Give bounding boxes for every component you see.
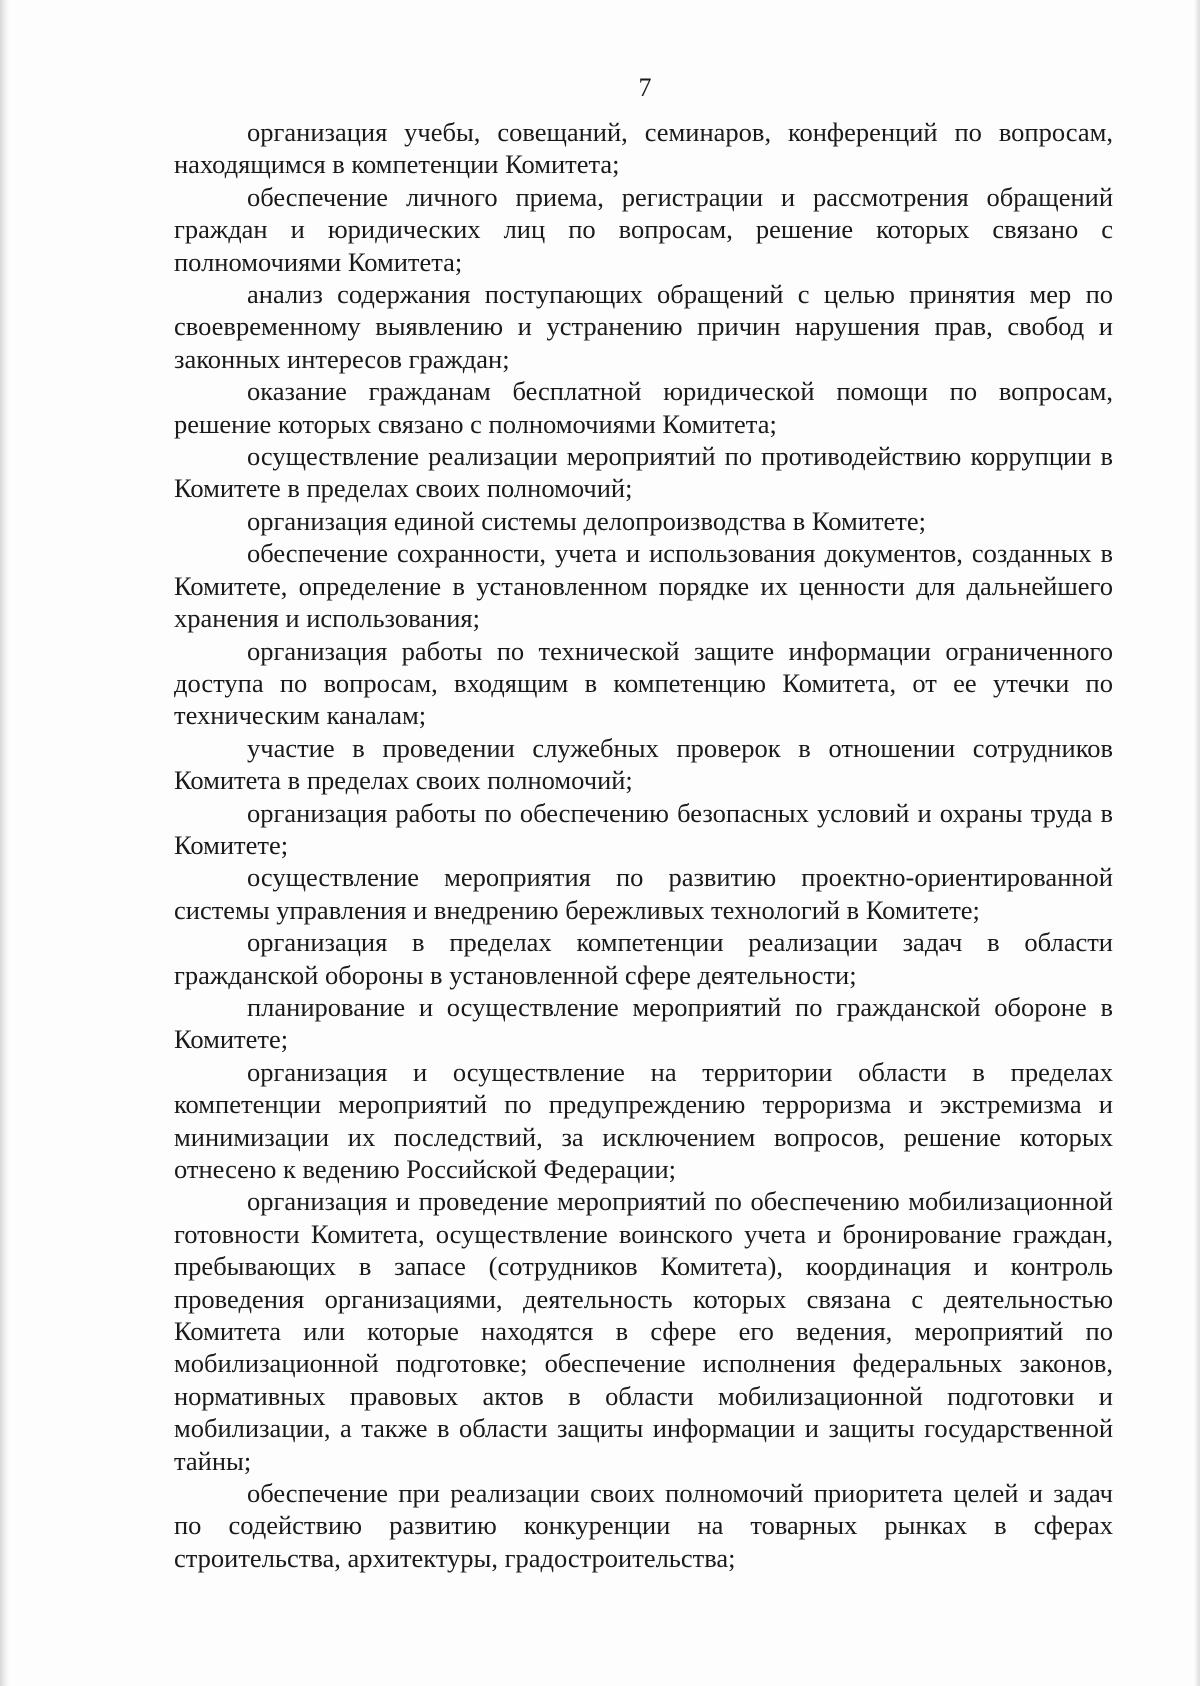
paragraph: организация единой системы делопроизводства в Комитете; xyxy=(247,505,926,536)
paragraph: обеспечение личного приема, регистрации и рассмотрения обращений граждан и юридических лиц по вопросам, решение которых связано с полномочиями Комитета; xyxy=(174,181,1113,277)
paragraph: обеспечение при реализации своих полномочий приоритета целей и задач по содействию развитию конкуренции на товарных рынках в сферах строительства, архитектуры, градостроительства; xyxy=(174,1478,1113,1573)
paragraph: организация учебы, совещаний, семинаров, конференций по вопросам, находящимся в компетенции Комитета; xyxy=(174,117,1113,180)
paragraph: планирование и осуществление мероприятий по гражданской обороне в Комитете; xyxy=(174,991,1113,1055)
scan-edge-right xyxy=(1194,0,1200,1686)
paragraph: осуществление мероприятия по развитию проектно-ориентированной системы управления и внедрению бережливых технологий в Комитете; xyxy=(174,862,1113,925)
paragraph: организация работы по технической защите информации ограниченного доступа по вопросам, входящим в компетенцию Комитета, от ее утечки по техническим каналам; xyxy=(174,635,1113,731)
paragraph: организация и осуществление на территории области в пределах компетенции мероприятий по предупреждению терроризма и экстремизма и минимизации их последствий, за исключением вопросов, решение которых отнесено к ведению Российской Федерации; xyxy=(174,1056,1113,1184)
paragraph: организация в пределах компетенции реализации задач в области гражданской обороны в установленной сфере деятельности; xyxy=(174,927,1113,990)
paragraph: организация и проведение мероприятий по обеспечению мобилизационной готовности Комитета, осуществление воинского учета и бронирование граждан, пребывающих в запасе (сотрудников Комитета), координация и контроль проведения организациями, деятельность которых связана с деятельностью Комитета или которые находятся в сфере его ведения, мероприятий по мобилизационной подготовке; обеспечение исполнения федеральных законов, нормативных правовых актов в области мобилизационной подготовки и мобилизации, а также в области защиты информации и защиты государственной тайны; xyxy=(174,1186,1113,1476)
paragraph: оказание гражданам бесплатной юридической помощи по вопросам, решение которых связано с полномочиями Комитета; xyxy=(174,376,1113,439)
paragraph: организация работы по обеспечению безопасных условий и охраны труда в Комитете; xyxy=(174,797,1113,860)
scan-edge-left xyxy=(0,0,10,1686)
page-number: 7 xyxy=(638,73,652,102)
document-body xyxy=(174,116,1113,1574)
paragraph: анализ содержания поступающих обращений с целью принятия мер по своевременному выявлению и устранению причин нарушения прав, свобод и законных интересов граждан; xyxy=(174,279,1113,374)
paragraph: осуществление реализации мероприятий по противодействию коррупции в Комитете в пределах своих полномочий; xyxy=(174,441,1113,504)
paragraph: участие в проведении служебных проверок в отношении сотрудников Комитета в пределах своих полномочий; xyxy=(174,732,1113,796)
paragraph: обеспечение сохранности, учета и использования документов, созданных в Комитете, определение в установленном порядке их ценности для дальнейшего хранения и использования; xyxy=(174,538,1113,634)
